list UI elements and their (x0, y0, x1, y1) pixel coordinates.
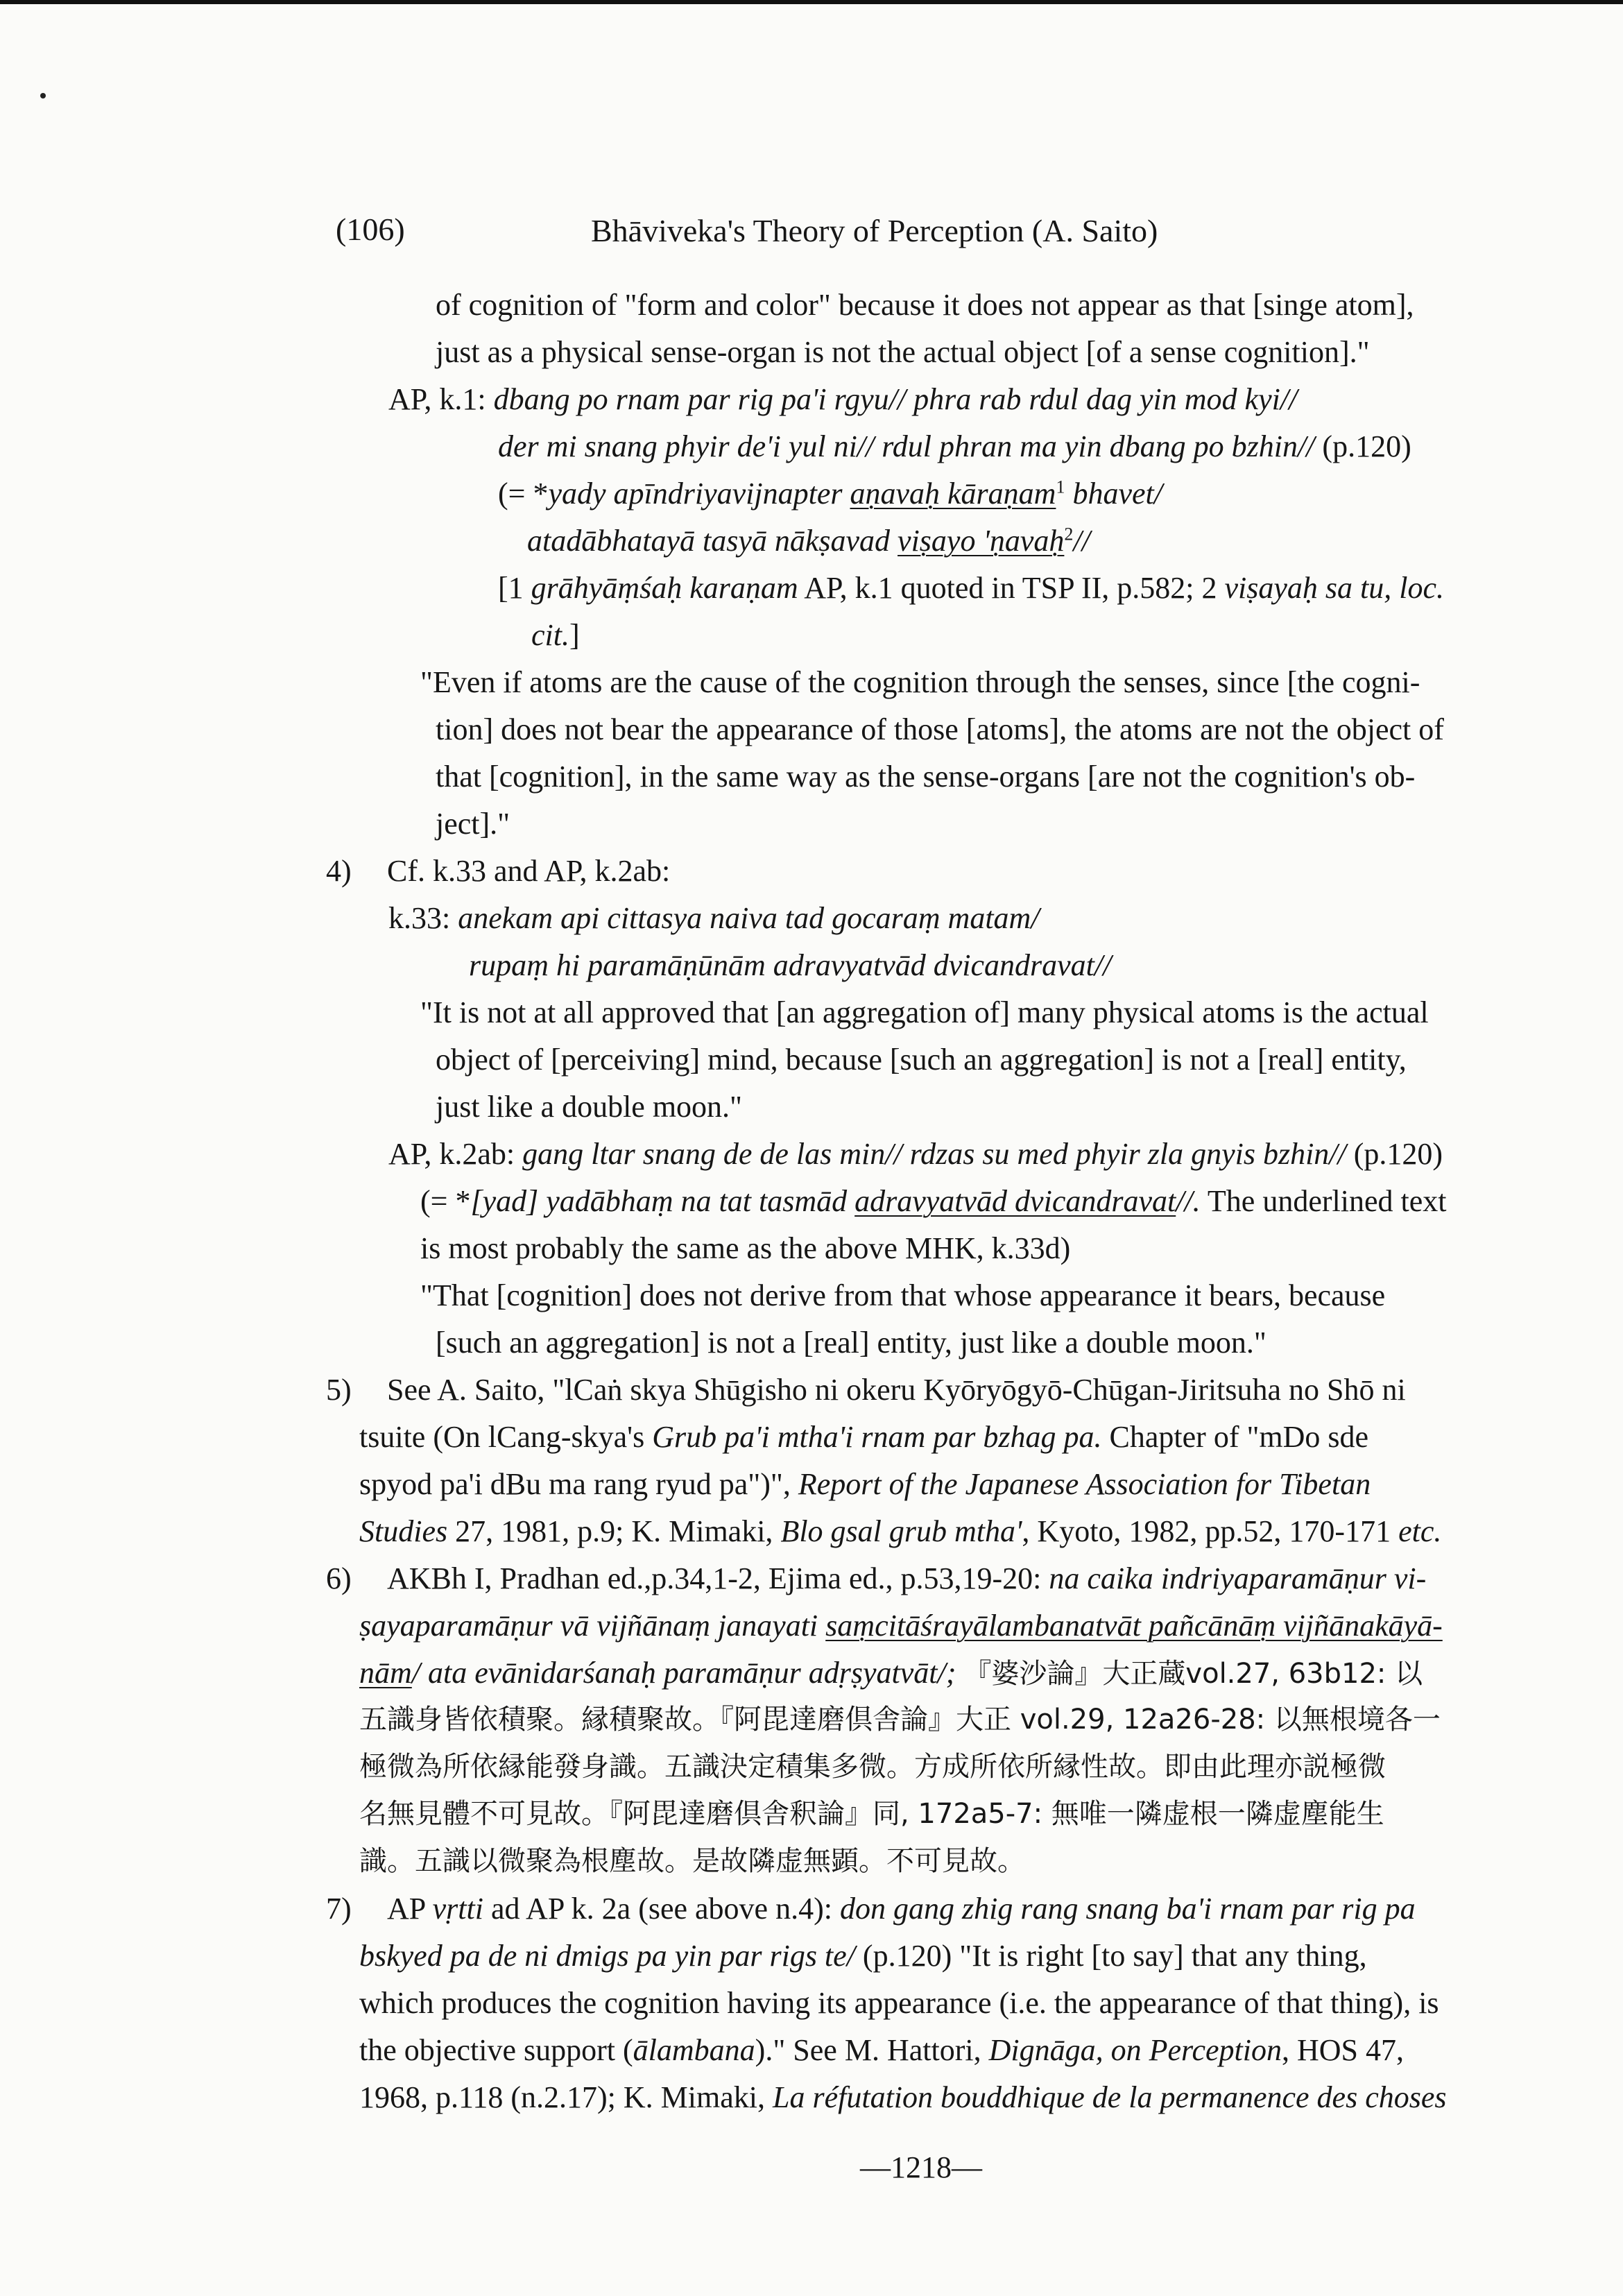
tibetan-text: dbang po rnam par rig pa'i rgyu// phra rab rdul dag yin mod kyi// (493, 382, 1298, 416)
sanskrit-text: grāhyāṃśaḥ karaṇam (531, 571, 798, 605)
text-line (527, 517, 1090, 565)
abbrev: etc. (1398, 1514, 1442, 1548)
text-line: (= *[yad] yadābhaṃ na tat tasmād adravyatvād dvicandravat//. The underlined text (420, 1184, 1447, 1218)
sanskrit-text: ṣayaparamāṇur vā vijñānaṃ janayati (359, 1609, 818, 1643)
underlined-sanskrit: adravyatvād dvicandravat (855, 1184, 1176, 1218)
tibetan-text: gang ltar snang de de las min// rdzas su med phyir zla gnyis bzhin// (522, 1137, 1346, 1171)
text-line (388, 894, 1040, 942)
paren: (= * (420, 1184, 471, 1218)
text-line (359, 1602, 1443, 1650)
text-line: the objective support (ālambana)." See M. Hattori, Dignāga, on Perception, HOS 47, (359, 2033, 1405, 2067)
text-line: bskyed pa de ni dmigs pa yin par rigs te/ (p.120) "It is right [to say] that any thing, (359, 1939, 1367, 1973)
footnote-number: 4) (326, 854, 352, 888)
text-line (498, 470, 1162, 517)
sanskrit-text: atadābhatayā tasyā nākṣavad (527, 524, 891, 558)
running-title: Bhāviveka's Theory of Perception (A. Saito) (591, 213, 1158, 248)
book-title: Blo gsal grub mtha' (780, 1514, 1022, 1548)
text-line (359, 1649, 1423, 1698)
underlined-sanskrit: aṇavaḥ kāraṇam (850, 477, 1056, 511)
sanskrit-text: viṣayaḥ sa tu, loc. (1224, 571, 1445, 605)
text-line: "It is not at all approved that [an aggregation of] many physical atoms is the actual (420, 995, 1429, 1029)
underlined-sanskrit: nām (359, 1656, 412, 1690)
text-line (498, 564, 1444, 612)
sanskrit-text: anekam api cittasya naiva tad gocaraṃ matam/ (458, 901, 1040, 935)
journal-title: Studies (359, 1514, 448, 1548)
text-line: Studies 27, 1981, p.9; K. Mimaki, Blo gsal grub mtha', Kyoto, 1982, pp.52, 170-171 etc. (359, 1514, 1442, 1548)
scan-speck (40, 93, 46, 98)
label: AP, k.2ab: (388, 1137, 515, 1171)
scan-border (0, 0, 1623, 4)
text-line: 6) AKBh I, Pradhan ed.,p.34,1-2, Ejima ed., p.53,19-20: na caika indriyaparamāṇur vi- (326, 1554, 1426, 1602)
citation: AP, k.1 quoted in TSP II, p.582; 2 (804, 571, 1217, 605)
text-line (388, 1130, 1443, 1178)
tibetan-text: bskyed pa de ni dmigs pa yin par rigs te/ (359, 1939, 855, 1973)
text-line (498, 422, 1411, 470)
sanskrit-text: // (1073, 524, 1090, 558)
book-title: La réfutation bouddhique de la permanence des choses (773, 2080, 1447, 2114)
page-number: (106) (336, 212, 405, 247)
sanskrit-term: ālambana (633, 2033, 755, 2067)
text-line: 1968, p.118 (n.2.17); K. Mimaki, La réfutation bouddhique de la permanence des choses (359, 2080, 1447, 2114)
text-line: tsuite (On lCang-skya's Grub pa'i mtha'i rnam par bzhag pa. Chapter of "mDo sde (359, 1420, 1369, 1454)
text-line: spyod pa'i dBu ma rang ryud pa")", Report of the Japanese Association for Tibetan (359, 1467, 1371, 1501)
text-line: that [cognition], in the same way as the sense-organs [are not the cognition's ob- (436, 760, 1416, 794)
paren: (= * (498, 477, 549, 511)
text-line: 5) See A. Saito, "lCaṅ skya Shūgisho ni okeru Kyōryōgyō-Chūgan-Jiritsuha no Shō ni (326, 1366, 1406, 1414)
sanskrit-text: [yad] yadābhaṃ na tat tasmād (470, 1184, 848, 1218)
citation: cit. (531, 618, 569, 652)
text-line: [such an aggregation] is not a [real] entity, just like a double moon." (436, 1326, 1266, 1360)
sanskrit-text: / ata evānidarśanaḥ paramāṇur adṛṣyatvāt/; (411, 1656, 956, 1690)
tibetan-text: der mi snang phyir de'i yul ni// rdul phran ma yin dbang po bzhin// (498, 429, 1315, 463)
text-line: tion] does not bear the appearance of those [atoms], the atoms are not the object of (436, 712, 1444, 746)
text-line: just as a physical sense-organ is not the actual object [of a sense cognition]." (436, 335, 1370, 369)
sanskrit-text: bhavet/ (1072, 477, 1162, 511)
text-line: object of [perceiving] mind, because [such an aggregation] is not a [real] entity, (436, 1043, 1407, 1077)
cjk-line: 識。五識以微聚為根塵故。是故隣虚無顕。不可見故。 (359, 1845, 1025, 1877)
text-line (531, 611, 580, 659)
text-line: which produces the cognition having its appearance (i.e. the appearance of that thing), is (359, 1986, 1439, 2020)
text-line: 4) Cf. k.33 and AP, k.2ab: (326, 847, 670, 895)
citation: (p.120) (1353, 1137, 1443, 1171)
citation: (p.120) (1322, 429, 1411, 463)
footnote-number: 6) (326, 1561, 352, 1595)
underlined-sanskrit: saṃcitāśrayālambanatvāt pañcānāṃ vijñānakāyā- (825, 1609, 1443, 1643)
underlined-sanskrit: viṣayo 'ṇavaḥ (898, 524, 1065, 558)
book-title: Grub pa'i mtha'i rnam par bzhag pa. (652, 1420, 1102, 1454)
label: k.33: (388, 901, 451, 935)
text-line: "Even if atoms are the cause of the cognition through the senses, since [the cogni- (420, 665, 1420, 699)
cjk-text: 『婆沙論』大正蔵vol.27, 63b12: 以 (963, 1658, 1423, 1690)
cjk-line: 極微為所依縁能發身識。五識決定積集多微。方成所依所縁性故。即由此理亦説極微 (359, 1751, 1386, 1783)
sanskrit-text: //. (1176, 1184, 1201, 1218)
bracket-note: [1 (498, 571, 524, 605)
folio-number: —1218— (860, 2150, 982, 2184)
cjk-line: 五識身皆依積聚。縁積聚故。『阿毘達磨倶舎論』大正 vol.29, 12a26-28: 以無根境各一 (359, 1704, 1441, 1736)
footnote-ref: 2 (1064, 524, 1074, 545)
footnote-ref: 1 (1056, 477, 1065, 497)
label: AP, k.1: (388, 382, 486, 416)
text-line: of cognition of "form and color" because it does not appear as that [singe atom], (436, 288, 1414, 322)
text-line: 7) AP vṛtti ad AP k. 2a (see above n.4): don gang zhig rang snang ba'i rnam par rig pa (326, 1885, 1416, 1933)
text-line (388, 375, 1297, 423)
cjk-line: 名無見體不可見故。『阿毘達磨倶舎釈論』同, 172a5-7: 無唯一隣虚根一隣虚塵能生 (359, 1798, 1384, 1830)
sanskrit-text: yady apīndriyavijnapter (548, 477, 843, 511)
bracket: ] (569, 618, 580, 652)
book-title: Dignāga, on Perception (988, 2033, 1282, 2067)
text-line: just like a double moon." (436, 1090, 743, 1124)
footnote-number: 7) (326, 1892, 352, 1926)
text-line: is most probably the same as the above MHK, k.33d) (420, 1231, 1071, 1265)
sanskrit-term: vṛtti (432, 1892, 483, 1926)
footnote-number: 5) (326, 1373, 352, 1407)
sanskrit-text: na caika indriyaparamāṇur vi- (1049, 1561, 1427, 1595)
text-line: ject]." (436, 807, 510, 841)
text-line: rupaṃ hi paramāṇūnām adravyatvād dvicandravat// (469, 948, 1112, 982)
journal-title: Report of the Japanese Association for Tibetan (798, 1467, 1371, 1501)
tibetan-text: don gang zhig rang snang ba'i rnam par rig pa (839, 1892, 1416, 1926)
text-line: "That [cognition] does not derive from that whose appearance it bears, because (420, 1278, 1386, 1312)
